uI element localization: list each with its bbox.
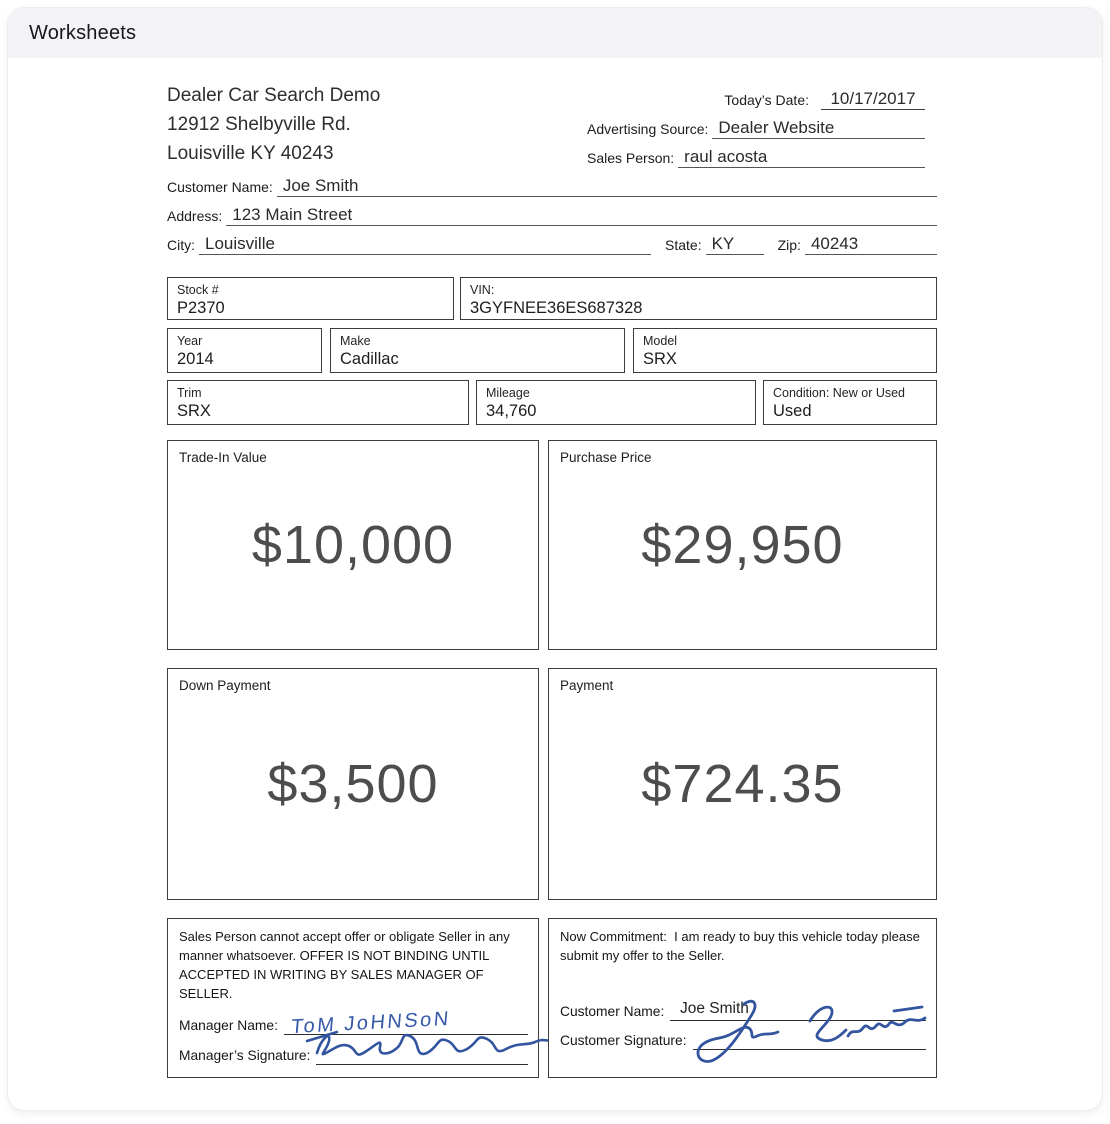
todays-date-label: Today’s Date: [724,92,809,108]
purchase-price-box [548,440,937,650]
todays-date-row [587,81,925,110]
down-payment-label: Down Payment [179,678,271,693]
page-title: Worksheets [29,21,137,44]
vin-value: 3GYFNEE36ES687328 [470,299,643,318]
manager-name-line [284,1019,528,1035]
trade-in-value-box [167,440,539,650]
purchase-price-label: Purchase Price [560,450,652,465]
meta-block [587,81,925,168]
model-value: SRX [643,350,677,369]
zip-value: 40243 [805,234,937,255]
customer-address-row [167,197,937,226]
city-value: Louisville [199,234,651,255]
trim-label: Trim [177,386,202,400]
advertising-source-value: Dealer Website [712,118,925,139]
manager-signature-label: Manager’s Signature: [179,1048,311,1064]
todays-date-value: 10/17/2017 [821,89,925,110]
payment-label: Payment [560,678,614,693]
model-label: Model [643,334,678,348]
state-label: State: [665,237,702,253]
customer-commitment-box [548,918,937,1078]
sales-person-row [587,139,925,168]
year-value: 2014 [177,350,214,369]
manager-name-row [179,1008,528,1039]
condition-value: Used [773,402,812,421]
customer-box-name-label: Customer Name: [560,1003,665,1019]
city-label: City: [167,237,195,253]
customer-name-label: Customer Name: [167,179,273,195]
trade-in-value-label: Trade-In Value [179,450,267,465]
state-value: KY [706,234,764,255]
vehicle-row-2 [167,328,937,373]
payment-amount: $724.35 [641,754,844,814]
manager-signature-line [316,1049,528,1065]
customer-name-value: Joe Smith [277,176,937,197]
panel-header [8,8,1102,58]
trim-value: SRX [177,402,211,421]
worksheets-panel [8,8,1102,1110]
year-box [167,328,322,373]
vin-box [460,277,937,320]
customer-address-value: 123 Main Street [226,205,937,226]
stock-number-box [167,277,454,320]
vin-label: VIN: [470,283,495,297]
mileage-label: Mileage [486,386,530,400]
condition-box [763,380,937,425]
make-value: Cadillac [340,350,399,369]
stock-number-label: Stock # [177,283,219,297]
payment-box [548,668,937,900]
advertising-source-label: Advertising Source: [587,121,709,137]
dealer-address-line1: 12912 Shelbyville Rd. [167,114,351,135]
customer-name-sign-row [560,997,926,1021]
dealer-name: Dealer Car Search Demo [167,85,381,106]
manager-signature-box [167,918,539,1078]
trim-box [167,380,469,425]
mileage-value: 34,760 [486,402,537,421]
vehicle-row-3 [167,380,937,425]
make-box [330,328,625,373]
customer-box-name-value: Joe Smith [680,999,749,1017]
model-box [633,328,937,373]
customer-name-row [167,168,937,197]
amounts-grid [167,440,937,900]
down-payment-amount: $3,500 [267,754,439,814]
year-label: Year [177,334,203,348]
customer-address-label: Address: [167,208,223,224]
purchase-price-amount: $29,950 [641,515,844,575]
sales-person-label: Sales Person: [587,150,675,166]
commitment-text: Now Commitment: I am ready to buy this vehicle today please submit my offer to the Seller. [560,929,924,963]
sales-person-value: raul acosta [678,147,925,168]
vehicle-row-1 [167,277,937,320]
customer-signature-label: Customer Signature: [560,1032,687,1048]
manager-disclaimer-text: Sales Person cannot accept offer or obligate Seller in any manner whatsoever. OFFER IS NOT BINDING UNTIL ACCEPTED IN WRITING BY SALES MANAGER OF SELLER. [179,929,514,1001]
customer-signature-line [693,1034,926,1050]
make-label: Make [340,334,371,348]
manager-name-label: Manager Name: [179,1018,278,1034]
zip-label: Zip: [777,237,801,253]
mileage-box [476,380,756,425]
advertising-source-row [587,110,925,139]
worksheet-document [167,81,937,1078]
down-payment-box [167,668,539,900]
trade-in-value-amount: $10,000 [251,515,455,575]
condition-label: Condition: New or Used [773,386,906,400]
stock-number-value: P2370 [177,299,225,318]
signature-boxes [167,918,937,1078]
customer-signature-row [560,1026,926,1050]
manager-signature-row [179,1041,528,1065]
city-state-zip-row [167,226,937,255]
manager-name-handwritten: ToM JoHNSoN [290,1008,452,1039]
document-top [167,81,937,168]
dealer-address-line2: Louisville KY 40243 [167,143,334,164]
